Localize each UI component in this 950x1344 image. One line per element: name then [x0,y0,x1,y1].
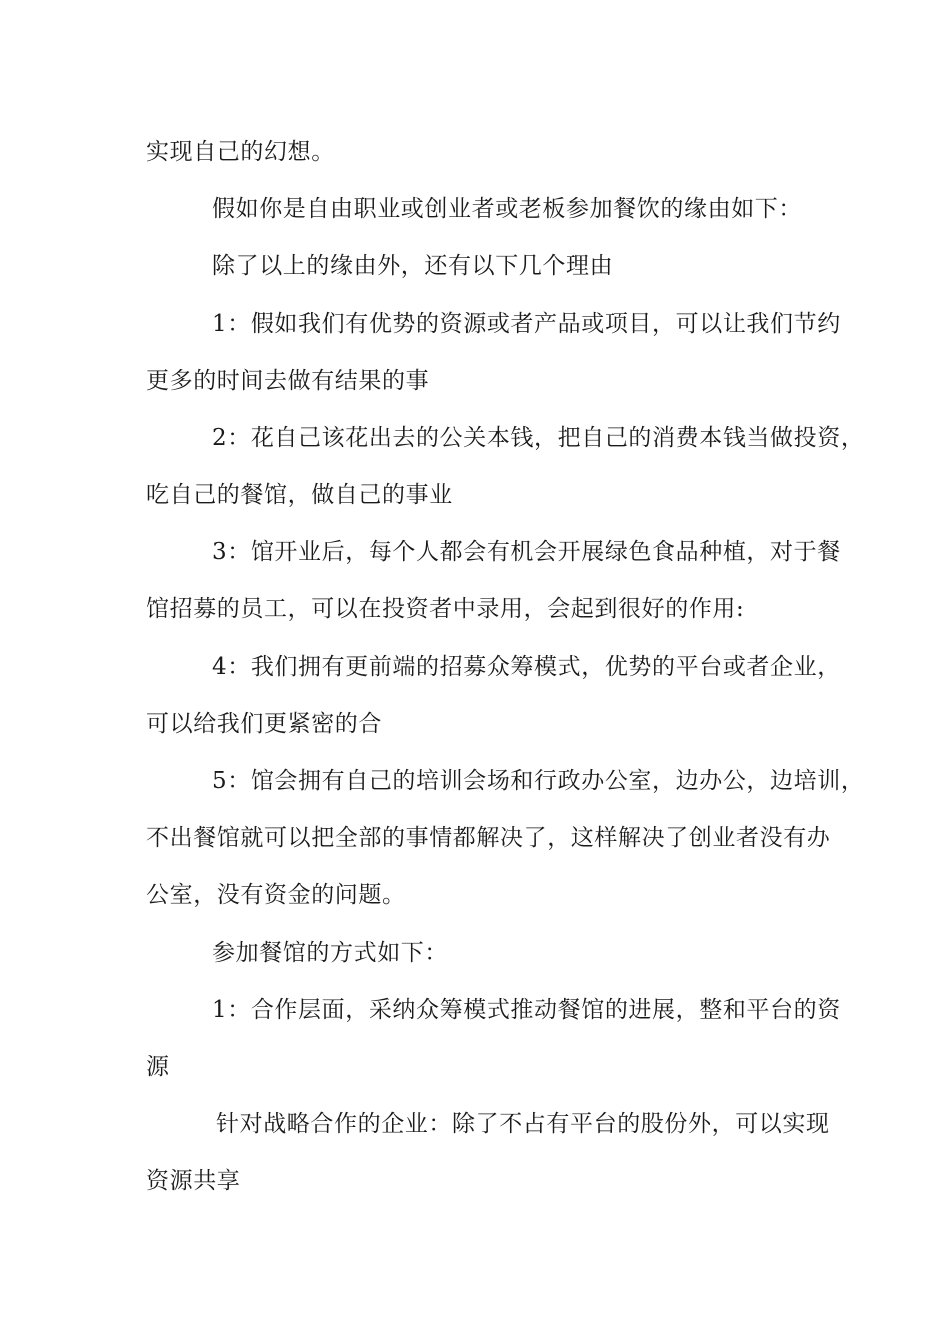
text-line: 更多的时间去做有结果的事 [146,368,430,394]
text-line: 源 [146,1054,170,1080]
text-line: 公室，没有资金的问题。 [146,882,406,908]
text-line: 馆招募的员工，可以在投资者中录用，会起到很好的作用: [146,596,745,622]
text-line: 吃自己的餐馆，做自己的事业 [146,482,453,508]
text-line: 实现自己的幻想。 [146,139,335,165]
text-line: 4：我们拥有更前端的招募众筹模式，优势的平台或者企业， [212,654,841,680]
text-line: 5：馆会拥有自己的培训会场和行政办公室，边办公，边培训， [212,768,865,794]
text-line: 参加餐馆的方式如下： [212,940,448,966]
text-line: 不出餐馆就可以把全部的事情都解决了，这样解决了创业者没有办 [146,825,831,851]
text-line: 资源共享 [146,1168,241,1194]
text-line: 1：合作层面，采纳众筹模式推动餐馆的进展，整和平台的资 [212,997,841,1023]
text-line: 1：假如我们有优势的资源或者产品或项目，可以让我们节约 [212,311,841,337]
text-line: 3：馆开业后，每个人都会有机会开展绿色食品种植，对于餐 [212,539,841,565]
text-line: 2：花自己该花出去的公关本钱，把自己的消费本钱当做投资， [212,425,865,451]
text-line: 假如你是自由职业或创业者或老板参加餐饮的缘由如下： [212,196,802,222]
text-line: 针对战略合作的企业：除了不占有平台的股份外，可以实现 [216,1111,830,1137]
text-line: 除了以上的缘由外，还有以下几个理由 [212,253,614,279]
text-line: 可以给我们更紧密的合 [146,711,382,737]
